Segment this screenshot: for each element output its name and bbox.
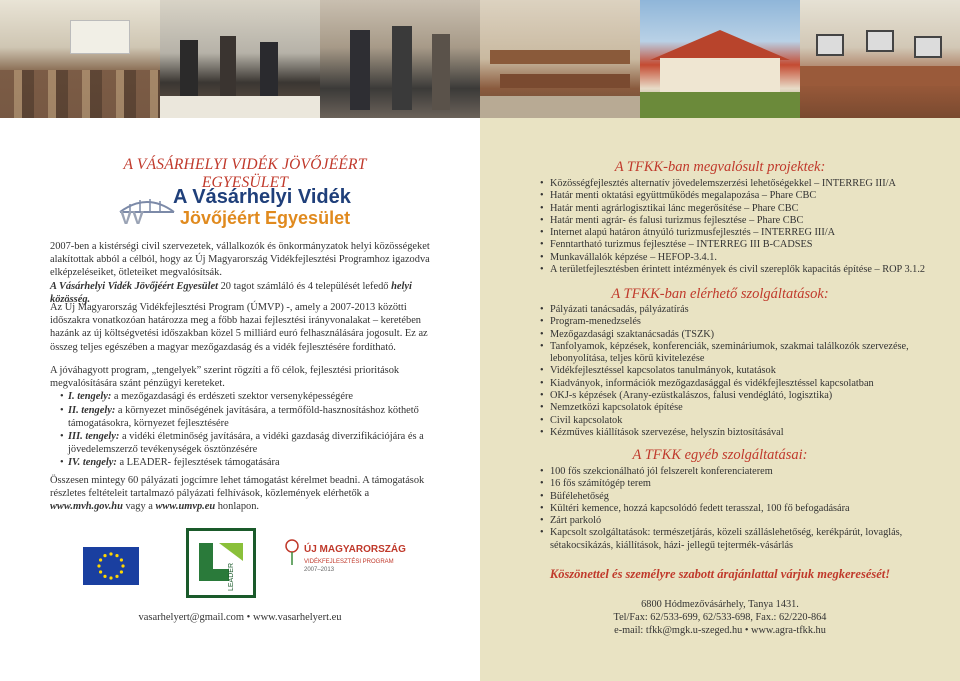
service-item: • Tanfolyamok, képzések, konferenciák, szemináriumok, szakmai találkozók szervezése, lebonyolítása, teljes körű kivitelezése bbox=[542, 341, 942, 366]
right-panel bbox=[480, 118, 960, 681]
axes-section bbox=[50, 364, 436, 470]
axes-list bbox=[50, 390, 436, 469]
tfkk-address: 6800 Hódmezővásárhely, Tanya 1431. bbox=[641, 599, 799, 610]
other-service-item: • Kültéri kemence, hozzá kapcsolódó fedett terasszal, 100 fő befogadására bbox=[542, 503, 942, 515]
service-item: • Mezőgazdasági szaktanácsadás (TSZK) bbox=[542, 329, 942, 341]
axis-item: • IV. tengely: a LEADER- fejlesztések támogatására bbox=[68, 456, 436, 469]
umvp-subtitle: VIDÉKFEJLESZTÉSI PROGRAM bbox=[304, 559, 394, 565]
mvh-link[interactable]: www.mvh.gov.hu bbox=[50, 501, 123, 513]
service-item: • Pályázati tanácsadás, pályázatírás bbox=[542, 304, 942, 316]
service-item: • Program-menedzselés bbox=[542, 316, 942, 328]
umvp-title: ÚJ MAGYARORSZÁG bbox=[304, 544, 406, 555]
photo-computer-room bbox=[800, 0, 960, 118]
umvp-paragraph: Az Új Magyarország Vidékfejlesztési Program (ÚMVP) -, amely a 2007-2013 közötti időszakra vonatkozóan határozza meg a főbb hazai fejlesztési irányvonalakat – keretében hazánk az új költségvetési időszakban közel 5 milliárd euró felhasználására jogosult. Ez az összeg teljes egészében a magyar mezőgazdaság és a vidék fejlesztésére fordítható. bbox=[50, 302, 428, 353]
service-item: • Kiadványok, információk mezőgazdasággal és vidékfejlesztéssel kapcsolatban bbox=[542, 378, 942, 390]
photo-strip bbox=[0, 0, 960, 118]
axis-item: • II. tengely: a környezet minőségének javítására, a termőföld-hasznosításhoz köthető támogatásokra, környezet fejlesztésére bbox=[68, 404, 436, 430]
services-list bbox=[542, 304, 942, 439]
axis-item: • I. tengely: a mezőgazdasági és erdészeti szektor versenyképességére bbox=[68, 390, 436, 403]
logo-line2: Jövőjéért Egyesület bbox=[180, 208, 351, 228]
photo-audience bbox=[0, 0, 160, 118]
membership-mid: 20 tagot számláló és 4 települését lefedő bbox=[217, 280, 392, 292]
project-item: • A területfejlesztésben érintett intézmények és civil szereplők kapacitás építése – ROP 3.1.2 bbox=[542, 264, 942, 276]
project-item: • Fenntartható turizmus fejlesztése – INTERREG III B-CADSES bbox=[542, 239, 942, 251]
axis-item: • III. tengely: a vidéki életminőség javítására, a vidéki gazdaság diverzifikációjára és a jövedelemszerző tevékenységek ösztönzésére bbox=[68, 430, 436, 456]
service-item: • OKJ-s képzések (Arany-ezüstkalászos, falusi vendéglátó, logisztika) bbox=[542, 390, 942, 402]
leader-mark-icon bbox=[189, 531, 253, 595]
tfkk-phone: Tel/Fax: 62/533-699, 62/533-698, Fax.: 62/220-864 bbox=[613, 612, 827, 623]
projects-title: A TFKK-ban megvalósult projektek: bbox=[614, 159, 826, 175]
photo-building bbox=[640, 0, 800, 118]
association-logo bbox=[118, 184, 368, 230]
tfkk-email: e-mail: tfkk@mgk.u-szeged.hu • www.agra-tfkk.hu bbox=[614, 625, 826, 636]
tagline: Köszönettel és személyre szabott árajánlattal várjuk megkeresését! bbox=[549, 567, 891, 581]
photo-reception bbox=[160, 0, 320, 118]
association-name: A Vásárhelyi Vidék Jövőjéért Egyesület bbox=[50, 280, 218, 292]
project-item: • Internet alapú határon átnyúló turizmusfejlesztés – INTERREG III/A bbox=[542, 227, 942, 239]
projects-list bbox=[542, 178, 942, 276]
project-item: • Munkavállalók képzése – HEFOP-3.4.1. bbox=[542, 252, 942, 264]
eu-flag-icon bbox=[83, 547, 139, 585]
service-item: • Civil kapcsolatok bbox=[542, 415, 942, 427]
services-title: A TFKK-ban elérhető szolgáltatások: bbox=[611, 286, 829, 302]
project-item: • Határ menti oktatási együttműködés megalapozása – Phare CBC bbox=[542, 190, 942, 202]
association-contact: vasarhelyert@gmail.com • www.vasarhelyert.eu bbox=[138, 612, 342, 623]
project-item: • Közösségfejlesztés alternatív jövedelemszerzési lehetőségekkel – INTERREG III/A bbox=[542, 178, 942, 190]
other-service-item: • 16 fős számítógép terem bbox=[542, 478, 942, 490]
photo-people bbox=[320, 0, 480, 118]
logo-vv-mark: VV bbox=[120, 208, 145, 228]
logo-line1: A Vásárhelyi Vidék bbox=[173, 186, 351, 208]
axes-intro: A jóváhagyott program, „tengelyek” szerint rögzíti a fő célok, fejlesztési prioritások megvalósítására szánt pénzügyi kereteket. bbox=[50, 365, 400, 390]
other-service-item: • 100 fős szekcionálható jól felszerelt konferenciaterem bbox=[542, 466, 942, 478]
association-title: A VÁSÁRHELYI VIDÉK JÖVŐJÉÉRT EGYESÜLET bbox=[123, 156, 367, 191]
sponsor-logos bbox=[80, 522, 420, 602]
project-item: • Határ menti agrár- és falusi turizmus fejlesztése – Phare CBC bbox=[542, 215, 942, 227]
intro-text: 2007-ben a kistérségi civil szervezetek, vállalkozók és önkormányzatok helyi közösségeket alakítottak abból a célból, hogy az Új Magyarország Vidékfejlesztési Programhoz igazodva elképzeléseiket, ötleteiket megvalósítsák. bbox=[50, 241, 430, 279]
grants-paragraph: Összesen mintegy 60 pályázati jogcímre lehet támogatást kérelmet beadni. A támogatások részletes feltételeit tartalmazó pályázati felhívások, közlemények elérhetők a www.mvh.gov.hu vagy a www.umvp.eu honlapon. bbox=[50, 475, 425, 513]
umvp-years: 2007–2013 bbox=[304, 567, 335, 573]
service-item: • Vidékfejlesztéssel kapcsolatos tanulmányok, kutatások bbox=[542, 365, 942, 377]
photo-classroom bbox=[480, 0, 640, 118]
left-panel bbox=[0, 118, 480, 681]
service-item: • Kézműves kiállítások szervezése, helyszín biztosításával bbox=[542, 427, 942, 439]
leader-logo bbox=[186, 528, 256, 598]
flower-icon bbox=[282, 538, 302, 566]
other-service-item: • Büfélehetőség bbox=[542, 491, 942, 503]
svg-text:LEADER: LEADER bbox=[228, 562, 235, 591]
umvp-logo bbox=[304, 534, 424, 594]
intro-paragraph bbox=[50, 240, 436, 306]
other-services-list bbox=[542, 466, 942, 552]
project-item: • Határ menti agrárlogisztikai lánc megerősítése – Phare CBC bbox=[542, 203, 942, 215]
service-item: • Nemzetközi kapcsolatok építése bbox=[542, 402, 942, 414]
other-service-item: • Zárt parkoló bbox=[542, 515, 942, 527]
other-services-title: A TFKK egyéb szolgáltatásai: bbox=[632, 447, 808, 463]
community-label: helyi közösség. bbox=[50, 280, 412, 305]
other-service-item: • Kapcsolt szolgáltatások: természetjárás, közeli szálláslehetőség, kerékpárút, lovaglás, sétakocsikázás, kiállítások, házi- jellegű tejtermék-vásárlás bbox=[542, 527, 942, 552]
umvp-link[interactable]: www.umvp.eu bbox=[155, 501, 216, 513]
